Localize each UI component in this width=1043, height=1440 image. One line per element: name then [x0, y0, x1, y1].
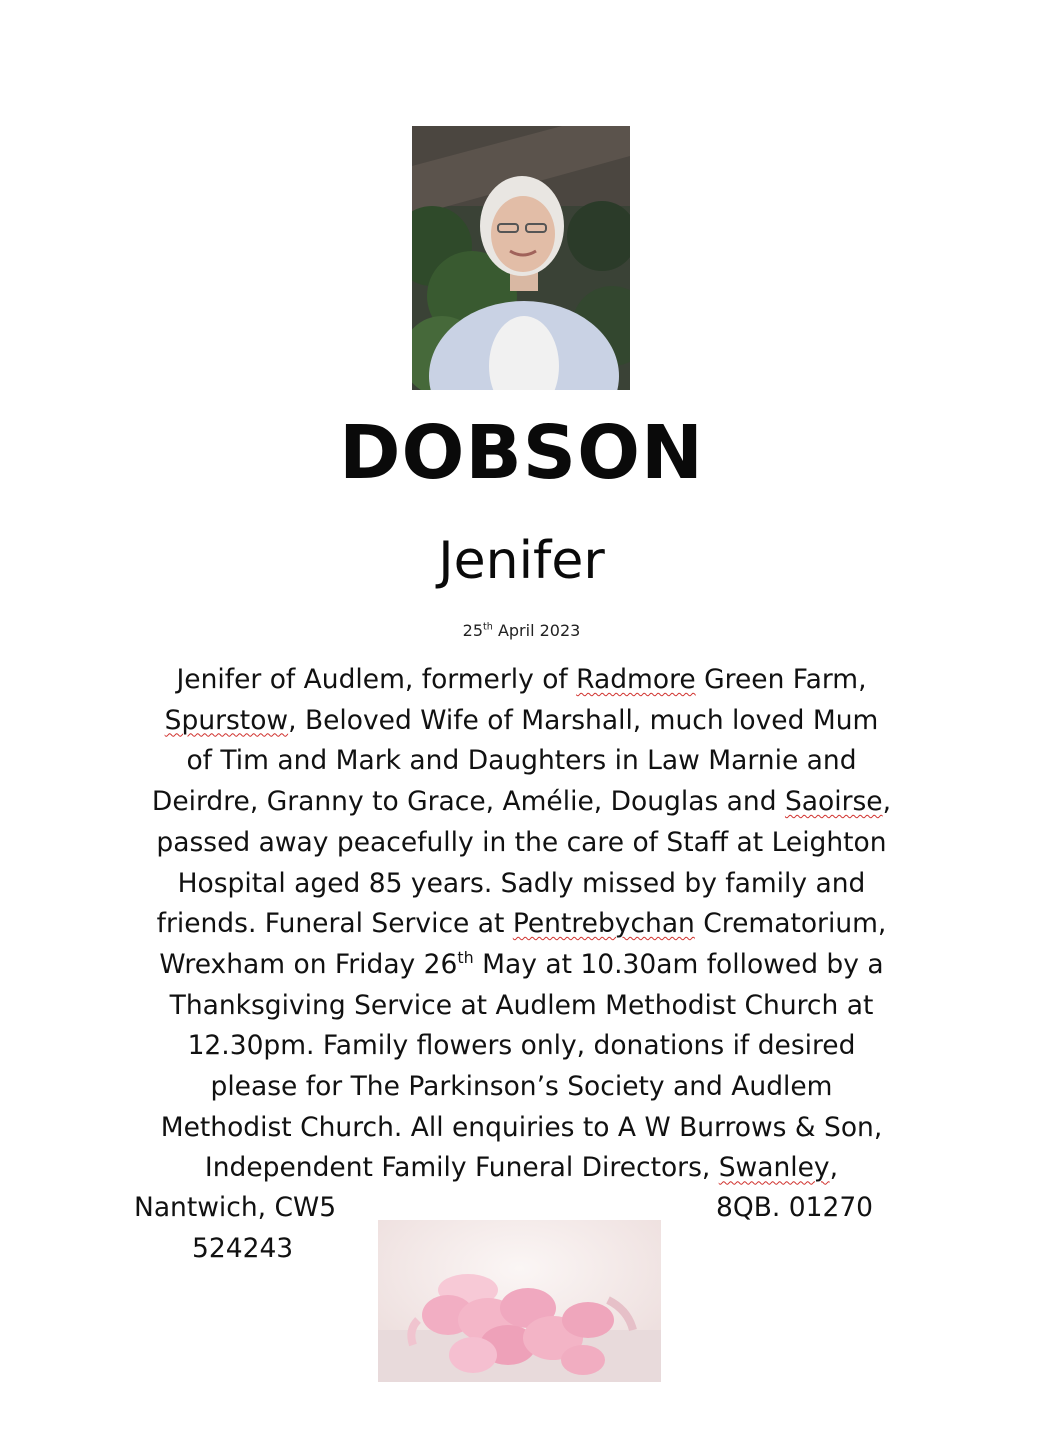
text-run: please for The Parkinson’s Society and Audlem — [210, 1071, 833, 1103]
text-run: Wrexham on Friday 26 — [159, 948, 458, 980]
text-run: , Beloved Wife of Marshall, much loved Mum — [288, 704, 879, 736]
obituary-line — [110, 904, 933, 945]
date-month-year: April 2023 — [497, 621, 581, 640]
ordinal-suffix: th — [457, 948, 474, 968]
text-run: Deirdre, Granny to Grace, Amélie, Douglas and — [151, 786, 785, 818]
portrait-photo — [412, 126, 630, 390]
surname-heading: DOBSON — [339, 410, 704, 496]
flagged-word: Swanley — [718, 1152, 830, 1184]
text-run: Hospital aged 85 years. Sadly missed by family and — [177, 867, 866, 899]
pink-roses-photo — [378, 1220, 661, 1382]
text-run: Jenifer of Audlem, formerly of — [176, 664, 577, 695]
date-suffix: th — [483, 621, 493, 633]
flagged-word: Pentrebychan — [512, 908, 695, 940]
address-fragment-left: Nantwich, CW5 — [134, 1192, 337, 1223]
text-run: , — [882, 786, 892, 818]
text-run: Crematorium, — [694, 908, 887, 940]
text-run: Green Farm, — [695, 664, 867, 695]
obituary-line — [110, 782, 933, 823]
obituary-line — [110, 1148, 933, 1189]
obituary-line — [110, 1067, 933, 1108]
first-name-heading: Jenifer — [438, 531, 605, 591]
phone-fragment: 524243 — [192, 1233, 294, 1264]
text-run: Methodist Church. All enquiries to A W Burrows & Son, — [160, 1111, 883, 1143]
text-run: 12.30pm. Family flowers only, donations if desired — [187, 1030, 856, 1062]
obituary-line — [110, 1108, 933, 1149]
flagged-word: Radmore — [576, 664, 696, 695]
obituary-line — [110, 701, 933, 742]
notice-date — [0, 620, 1043, 642]
text-run: of Tim and Mark and Daughters in Law Marnie and — [186, 745, 857, 777]
text-run: passed away peacefully in the care of Staff at Leighton — [156, 826, 887, 858]
date-day: 25 — [462, 621, 484, 640]
obituary-line — [110, 741, 933, 782]
obituary-line — [110, 945, 933, 986]
text-run: Thanksgiving Service at Audlem Methodist Church at — [169, 989, 874, 1021]
flagged-word: Spurstow — [164, 704, 289, 736]
obituary-line — [110, 823, 933, 864]
text-run: May at 10.30am followed by a — [473, 948, 884, 980]
text-run: , — [829, 1152, 839, 1184]
text-run: friends. Funeral Service at — [156, 908, 513, 940]
obituary-line — [110, 660, 933, 701]
obituary-line — [110, 1026, 933, 1067]
address-fragment-right: 8QB. 01270 — [716, 1192, 874, 1223]
text-run: Independent Family Funeral Directors, — [204, 1152, 719, 1184]
obituary-text — [110, 660, 933, 1189]
obituary-line — [110, 986, 933, 1027]
obituary-line — [110, 864, 933, 905]
flagged-word: Saoirse — [784, 786, 883, 818]
